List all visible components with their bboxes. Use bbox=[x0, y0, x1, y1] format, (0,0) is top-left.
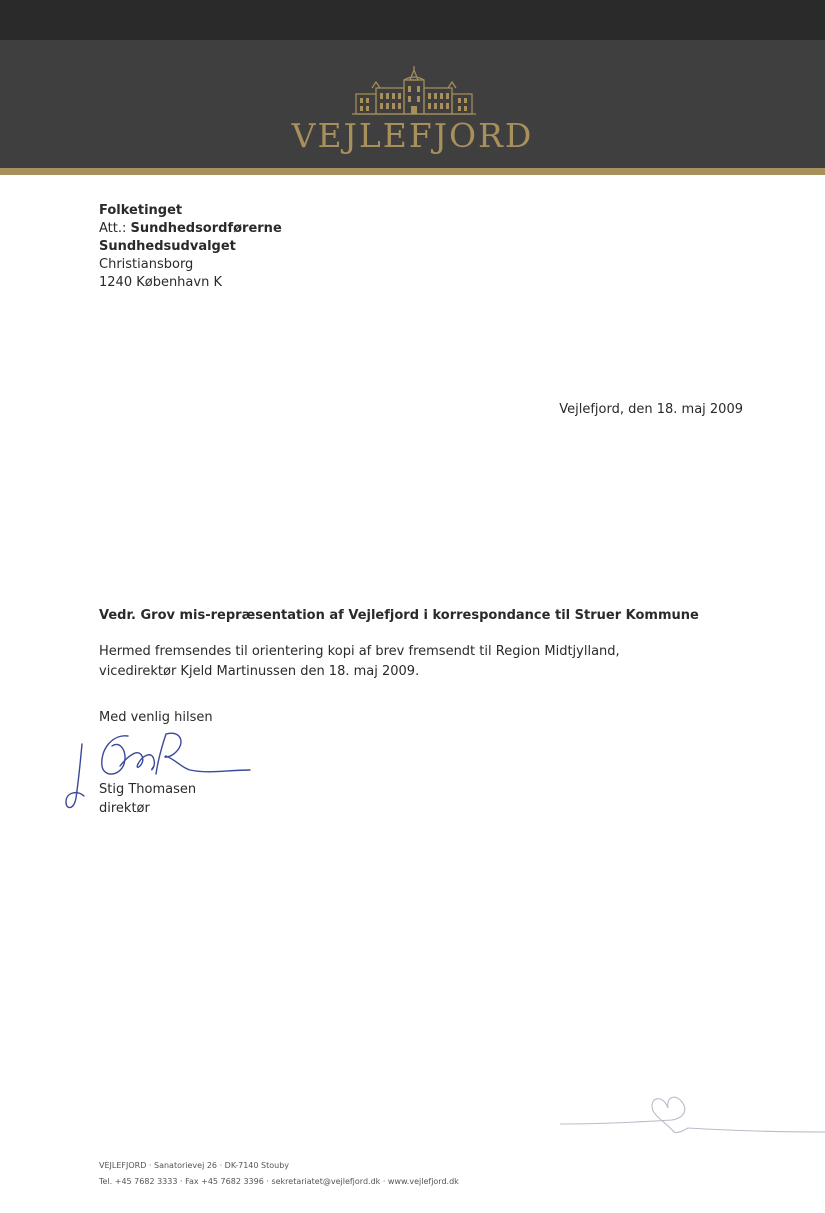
signer-block bbox=[99, 780, 196, 818]
brand-name: VEJLEFJORD bbox=[291, 116, 534, 155]
signer-title: direktør bbox=[99, 801, 150, 816]
recipient-att-line bbox=[99, 220, 282, 238]
body-line-1: Hermed fremsendes til orientering kopi af brev fremsendt til Region Midtjylland, bbox=[99, 644, 620, 659]
gold-divider bbox=[0, 168, 825, 175]
recipient-city: 1240 København K bbox=[99, 275, 222, 290]
letterhead-banner bbox=[0, 0, 825, 175]
att-name: Sundhedsordførerne bbox=[130, 221, 282, 236]
closing-greeting: Med venlig hilsen bbox=[99, 710, 213, 725]
recipient-committee: Sundhedsudvalget bbox=[99, 239, 236, 254]
date-line: Vejlefjord, den 18. maj 2009 bbox=[559, 402, 743, 417]
att-prefix: Att.: bbox=[99, 221, 131, 236]
footer bbox=[99, 1158, 459, 1190]
footer-contact: Tel. +45 7682 3333 · Fax +45 7682 3396 · sekretariatet@vejlefjord.dk · www.vejlefjord.dk bbox=[99, 1177, 459, 1186]
signer-name: Stig Thomasen bbox=[99, 782, 197, 797]
recipient-org: Folketinget bbox=[99, 203, 183, 218]
heart-line-icon bbox=[560, 1088, 825, 1138]
body-line-2: vicedirektør Kjeld Martinussen den 18. maj 2009. bbox=[99, 664, 420, 679]
body-paragraph bbox=[99, 642, 620, 682]
recipient-building: Christiansborg bbox=[99, 257, 194, 272]
building-logo-icon bbox=[352, 66, 476, 116]
subject-line: Vedr. Grov mis-repræsentation af Vejlefjord i korrespondance til Struer Kommune bbox=[99, 608, 699, 623]
footer-address: VEJLEFJORD · Sanatorievej 26 · DK-7140 Stouby bbox=[99, 1161, 289, 1170]
recipient-address bbox=[99, 202, 282, 292]
